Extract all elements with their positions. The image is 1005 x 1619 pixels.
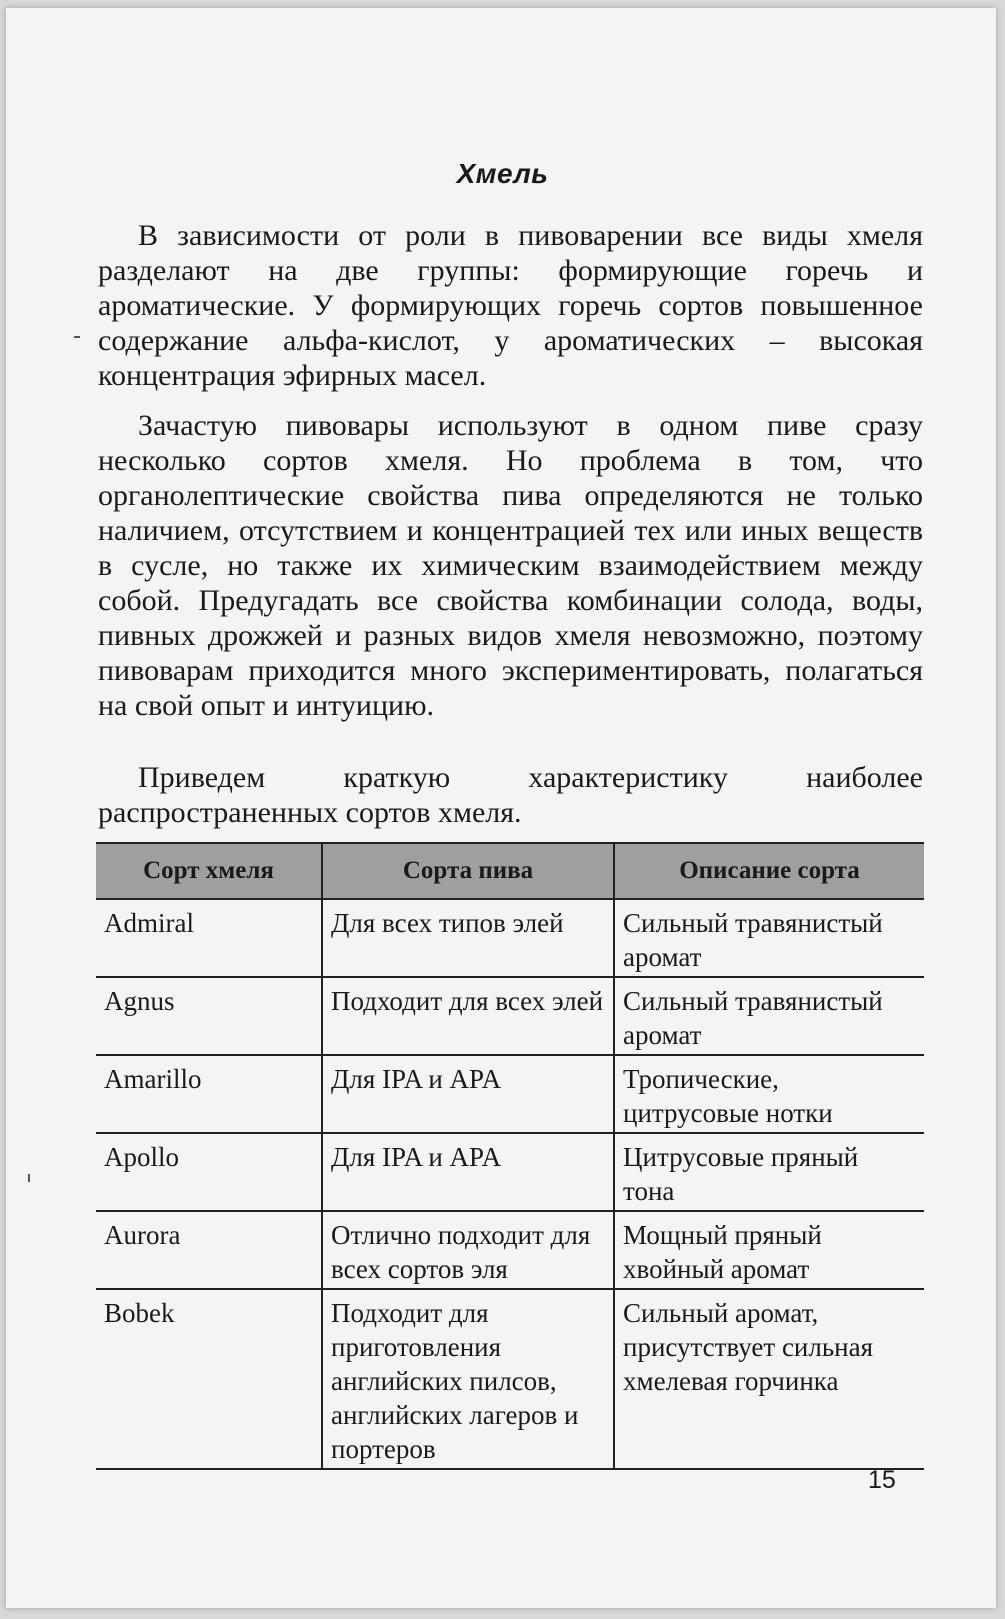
cell-beer-styles: Подходит для приготовления английских пилсов, английских лагеров и портеров bbox=[322, 1289, 614, 1469]
cell-beer-styles: Подходит для всех элей bbox=[322, 977, 614, 1055]
table-header-row bbox=[96, 843, 924, 899]
cell-beer-styles: Отлично подходит для всех сортов эля bbox=[322, 1211, 614, 1289]
cell-description: Тропические, цитрусовые нотки bbox=[614, 1055, 924, 1133]
header-hop-variety: Сорт хмеля bbox=[96, 843, 322, 899]
cell-description: Сильный аромат, присутствует сильная хмелевая горчинка bbox=[614, 1289, 924, 1469]
table-row bbox=[96, 977, 924, 1055]
header-beer-styles: Сорта пива bbox=[322, 843, 614, 899]
table-row bbox=[96, 1211, 924, 1289]
cell-description: Сильный травянистый аромат bbox=[614, 899, 924, 977]
table-row bbox=[96, 1289, 924, 1469]
page-number: 15 bbox=[868, 1466, 896, 1494]
cell-hop-variety: Bobek bbox=[96, 1289, 322, 1469]
table-row bbox=[96, 899, 924, 977]
paragraph-hop-combination: Зачастую пивовары используют в одном пиве сразу несколько сортов хмеля. Но проблема в том, что органолептические свойства пива определяются не только наличием, отсутствием и концентрацией тех или иных веществ в сусле, но также их химическим взаимодействием между собой. Предугадать все свойства комбинации солода, воды, пивных дрожжей и разных видов хмеля невозможно, поэтому пивоварам приходится много экспериментировать, полагаться на свой опыт и интуицию. bbox=[98, 409, 923, 722]
header-description: Описание сорта bbox=[614, 843, 924, 899]
page-title: Хмель bbox=[456, 158, 549, 189]
paragraph-hop-groups: В зависимости от роли в пивоварении все виды хмеля разделают на две группы: формирующие горечь и ароматические. У формирующих горечь сортов повышенное содержание альфа-кислот, у ароматических – высокая концентрация эфирных масел. bbox=[98, 219, 923, 392]
cell-beer-styles: Для IPA и APA bbox=[322, 1133, 614, 1211]
margin-mark bbox=[74, 336, 80, 338]
cell-beer-styles: Для всех типов элей bbox=[322, 899, 614, 977]
cell-hop-variety: Apollo bbox=[96, 1133, 322, 1211]
cell-description: Сильный травянистый аромат bbox=[614, 977, 924, 1055]
hop-varieties-table bbox=[96, 842, 924, 1470]
margin-mark bbox=[28, 1174, 30, 1182]
paragraph-table-intro: Приведем краткую характеристику наиболее распространенных сортов хмеля. bbox=[98, 761, 923, 829]
cell-hop-variety: Admiral bbox=[96, 899, 322, 977]
cell-beer-styles: Для IPA и APA bbox=[322, 1055, 614, 1133]
table-row bbox=[96, 1055, 924, 1133]
table-row bbox=[96, 1133, 924, 1211]
cell-hop-variety: Agnus bbox=[96, 977, 322, 1055]
cell-description: Цитрусовые пряный тона bbox=[614, 1133, 924, 1211]
cell-description: Мощный пряный хвойный аромат bbox=[614, 1211, 924, 1289]
cell-hop-variety: Aurora bbox=[96, 1211, 322, 1289]
cell-hop-variety: Amarillo bbox=[96, 1055, 322, 1133]
